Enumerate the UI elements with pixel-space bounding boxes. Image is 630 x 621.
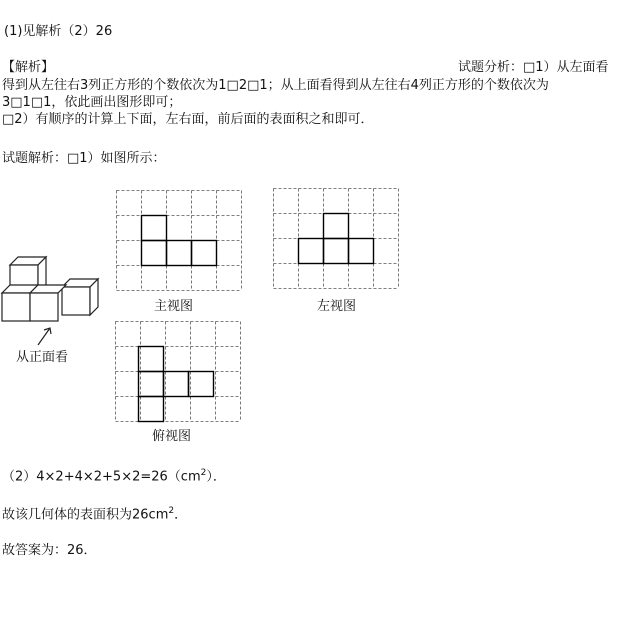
arrow-caption: 从正面看 <box>16 350 69 365</box>
solution-intro: 试题解析：□1）如图所示： <box>2 151 166 166</box>
final-answer: 故答案为：26． <box>2 543 97 558</box>
top-view-grid <box>115 321 241 423</box>
conclusion-tail: ． <box>174 507 188 523</box>
analysis-right: 试题分析：□1）从左面看 <box>458 60 609 75</box>
calc-unit-sup: 2 <box>200 468 207 478</box>
calc-line <box>2 465 226 485</box>
front-view-label: 主视图 <box>154 299 194 314</box>
answer-header: (1)见解析（2）26 <box>4 24 113 39</box>
top-view-label: 俯视图 <box>152 429 192 444</box>
analysis-tag: 【解析】 <box>2 60 55 75</box>
calc-text: （2）4×2+4×2+5×2=26（cm <box>2 469 201 485</box>
analysis-line-4: □2）有顺序的计算上下面，左右面，前后面的表面积之和即可． <box>2 112 374 127</box>
analysis-line-3: 3□1□1，依此画出图形即可； <box>2 95 182 110</box>
solid-figure <box>0 250 110 360</box>
analysis-line-2: 得到从左往右3列正方形的个数依次为1□2□1；从上面看得到从左往右4列正方形的个数依次为 <box>2 78 549 93</box>
conclusion-text: 故该几何体的表面积为26cm <box>2 507 169 523</box>
calc-tail: ）． <box>206 469 226 485</box>
conclusion-sup: 2 <box>168 506 175 516</box>
left-view-grid <box>273 188 401 290</box>
conclusion-line <box>2 503 187 523</box>
left-view-label: 左视图 <box>317 299 357 314</box>
front-view-grid <box>116 190 242 292</box>
